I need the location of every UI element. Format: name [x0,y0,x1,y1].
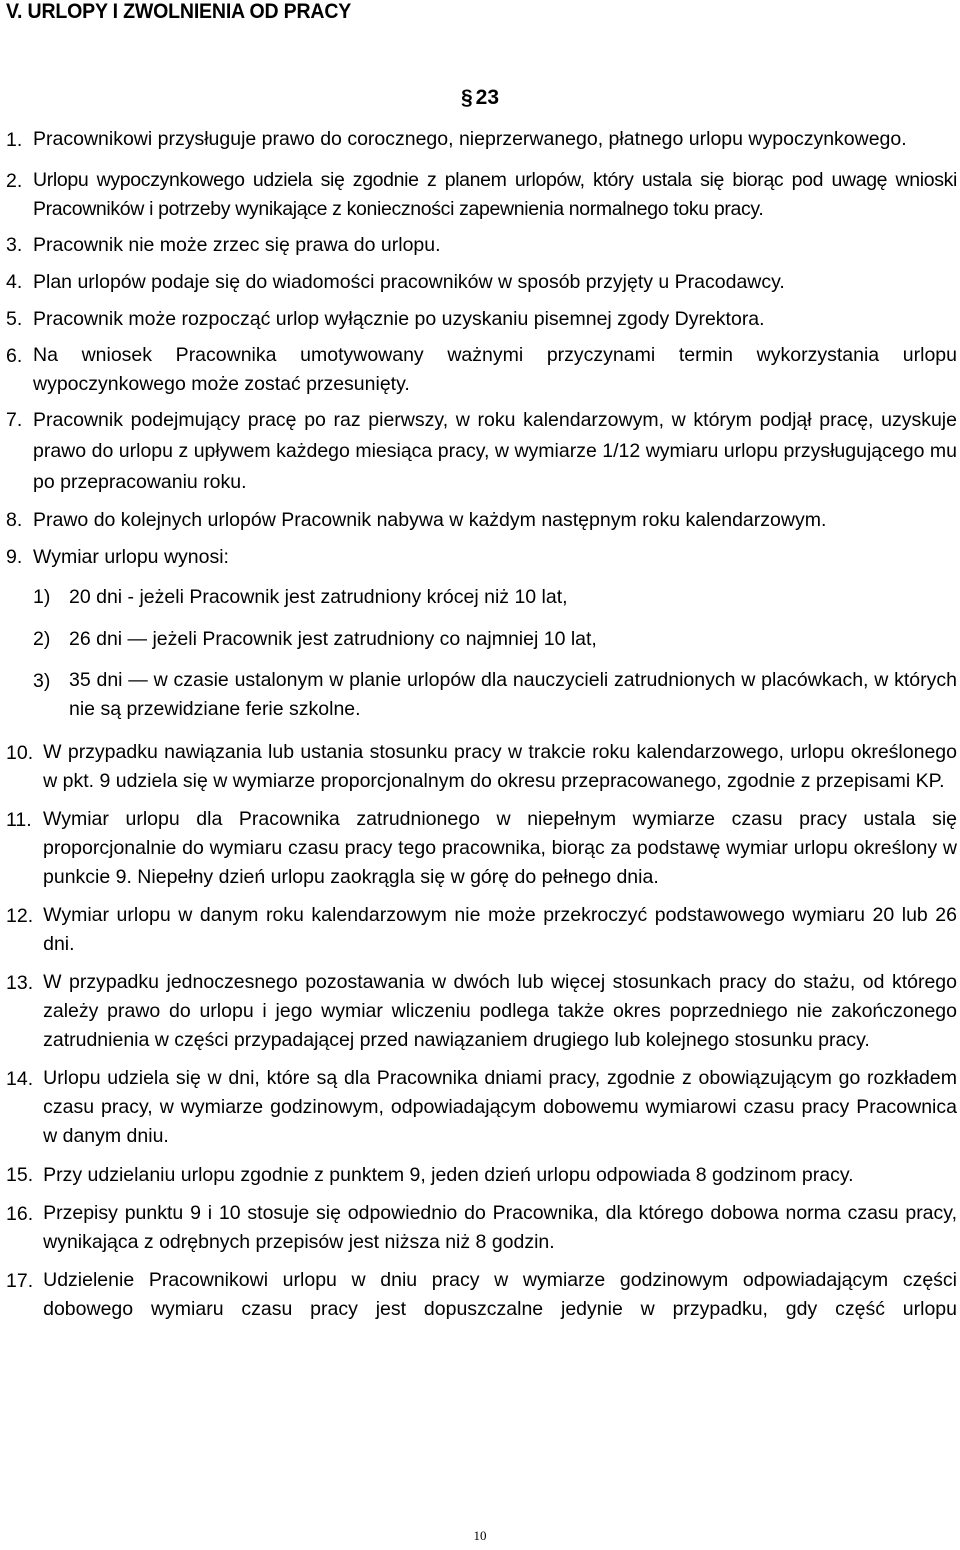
subitem-text: 35 dni — w czasie ustalonym w planie urlopów dla nauczycieli zatrudnionych w placówkach, w których nie są przewidziane ferie szkolne. [69,669,957,720]
list-item [6,1064,957,1151]
list-item [6,542,957,572]
section-number: 23 [475,86,500,109]
subitem [33,666,957,724]
chapter-heading: V. URLOPY I ZWOLNIENIA OD PRACY [6,0,352,23]
subitem-text: 26 dni — jeżeli Pracownik jest zatrudniony co najmniej 10 lat, [69,628,597,650]
item-text: Plan urlopów podaje się do wiadomości pracowników w sposób przyjęty u Pracodawcy. [33,271,785,293]
list-item [6,805,957,892]
item-text: Urlopu udziela się w dni, które są dla Pracownika dniami pracy, zgodnie z obowiązującym go rozkładem czasu pracy, w wymiarze godzinowym, odpowiadającym dobowemu wymiarowi czasu pracy Pracownica w danym dniu. [43,1067,957,1147]
item-number: 13. [6,972,34,994]
item-number: 10. [6,742,34,764]
item-number: 14. [6,1068,34,1090]
item-number: 16. [6,1203,34,1225]
list-item [6,1199,957,1257]
list-item [6,304,957,334]
item-text: Wymiar urlopu w danym roku kalendarzowym nie może przekroczyć podstawowego wymiaru 20 lub 26 dni. [43,904,957,955]
subitem [33,624,957,654]
provisions-list [6,125,957,1324]
list-item [6,901,957,959]
list-item [6,1266,957,1324]
item-text: Przepisy punktu 9 i 10 stosuje się odpowiednio do Pracownika, dla którego dobowa norma czasu pracy, wynikająca z odrębnych przepisów jest niższa niż 8 godzin. [43,1202,957,1253]
item-text: Na wniosek Pracownika umotywowany ważnymi przyczynami termin wykorzystania urlopu wypoczynkowego może zostać przesunięty. [33,344,957,395]
subitem-number: 2) [33,628,51,650]
item-number: 1. [6,129,23,151]
item-number: 4. [6,271,23,293]
list-item [6,738,957,796]
item-text: Pracownikowi przysługuje prawo do corocznego, nieprzerwanego, płatnego urlopu wypoczynkowego. [33,128,907,150]
item-text: Pracownik podejmujący pracę po raz pierwszy, w roku kalendarzowym, w którym podjął pracę, uzyskuje prawo do urlopu z upływem każdego miesiąca pracy, w wymiarze 1/12 wymiaru urlopu przysługującego mu po przepracowaniu roku. [33,409,957,493]
item-number: 15. [6,1164,34,1186]
item-text: Pracownik może rozpocząć urlop wyłącznie po uzyskaniu pisemnej zgody Dyrektora. [33,308,765,330]
list-item [6,125,957,155]
item-number: 17. [6,1270,34,1292]
subitem-number: 3) [33,670,51,692]
list-item [6,505,957,535]
list-item [6,230,957,260]
item-number: 8. [6,509,23,531]
item-text: Udzielenie Pracownikowi urlopu w dniu pracy w wymiarze godzinowym odpowiadającym części dobowego wymiaru czasu pracy jest dopuszczalne jedynie w przypadku, gdy część urlopu [43,1269,957,1320]
list-item [6,1160,957,1190]
item-number: 7. [6,409,23,431]
subitem-text: 20 dni - jeżeli Pracownik jest zatrudniony krócej niż 10 lat, [69,586,568,608]
section-sign: § [460,86,473,109]
item-text: W przypadku nawiązania lub ustania stosunku pracy w trakcie roku kalendarzowego, urlopu określonego w pkt. 9 udziela się w wymiarze proporcjonalnym do okresu przepracowanego, zgodnie z przepisami KP. [43,741,957,792]
item-text: Wymiar urlopu dla Pracownika zatrudnionego w niepełnym wymiarze czasu pracy ustala się proporcjonalnie do wymiaru czasu pracy tego pracownika, biorąc za podstawę wymiar urlopu określony w punkcie 9. Niepełny dzień urlopu zaokrągla się w górę do pełnego dnia. [43,808,957,888]
item-text: Urlopu wypoczynkowego udziela się zgodnie z planem urlopów, który ustala się biorąc pod uwagę wnioski Pracowników i potrzeby wynikające z konieczności zapewnienia normalnego toku pracy. [33,169,957,220]
item-number: 12. [6,905,34,927]
item-number: 5. [6,308,23,330]
list-item [6,166,957,224]
item-number: 2. [6,170,23,192]
item-text: Przy udzielaniu urlopu zgodnie z punktem 9, jeden dzień urlopu odpowiada 8 godzinom pracy. [43,1164,854,1186]
item-number: 9. [6,546,23,568]
page-number: 10 [473,1528,487,1543]
item-number: 3. [6,234,23,256]
item-text: Prawo do kolejnych urlopów Pracownik nabywa w każdym następnym roku kalendarzowym. [33,509,827,531]
list-item [6,405,957,498]
item-number: 11. [6,809,32,831]
item-text: Pracownik nie może zrzec się prawa do urlopu. [33,234,441,256]
section-heading [0,86,960,110]
list-item [6,968,957,1055]
subitem [33,582,957,612]
item-number: 6. [6,345,23,367]
subitem-number: 1) [33,586,51,608]
item-text: W przypadku jednoczesnego pozostawania w dwóch lub więcej stosunkach pracy do stażu, od którego zależy prawo do urlopu i jego wymiar wliczeniu podlega także okres poprzedniego nie zakończonego zatrudnienia w części przypadającej przed nawiązaniem drugiego lub kolejnego stosunku pracy. [43,971,957,1051]
list-item [6,341,957,399]
list-item [6,267,957,297]
item-text: Wymiar urlopu wynosi: [33,546,229,568]
